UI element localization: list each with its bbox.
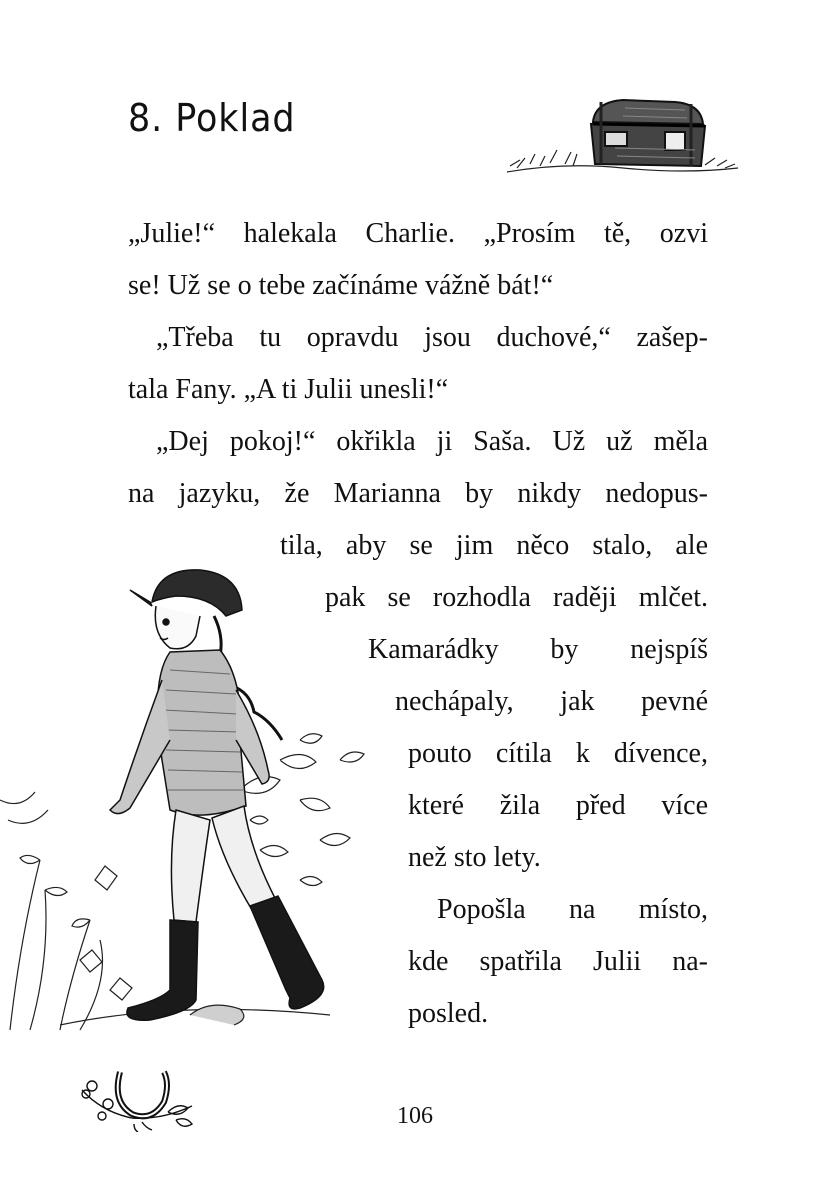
text-line: „Třeba tu opravdu jsou duchové,“ zašep- <box>156 322 708 353</box>
text-line: Popošla na místo, <box>437 894 708 925</box>
page-number: 106 <box>397 1103 433 1129</box>
text-line: posled. <box>408 998 489 1029</box>
text-line: nechápaly, jak pevné <box>395 686 708 717</box>
horseshoe-ornament-icon <box>72 1062 197 1132</box>
chapter-title: 8. Poklad <box>128 96 296 140</box>
text-line: Kamarádky by nejspíš <box>368 634 708 665</box>
text-line: „Dej pokoj!“ okřikla ji Saša. Už už měla <box>156 426 708 457</box>
text-line: pouto cítila k dívence, <box>408 738 708 769</box>
treasure-chest-icon <box>505 88 740 183</box>
text-line: tila, aby se jim něco stalo, ale <box>280 530 708 561</box>
text-line: tala Fany. „A ti Julii unesli!“ <box>128 374 449 405</box>
text-line: na jazyku, že Marianna by nikdy nedopus- <box>128 478 708 509</box>
text-line: pak se rozhodla raději mlčet. <box>325 582 708 613</box>
text-line: kde spatřila Julii na- <box>408 946 708 977</box>
text-line: které žila před více <box>408 790 708 821</box>
text-line: se! Už se o tebe začínáme vážně bát!“ <box>128 270 554 301</box>
girl-in-riding-helmet-illustration <box>0 560 385 1040</box>
text-line: než sto lety. <box>408 842 541 873</box>
text-line: „Julie!“ halekala Charlie. „Prosím tě, ozvi <box>128 218 708 249</box>
